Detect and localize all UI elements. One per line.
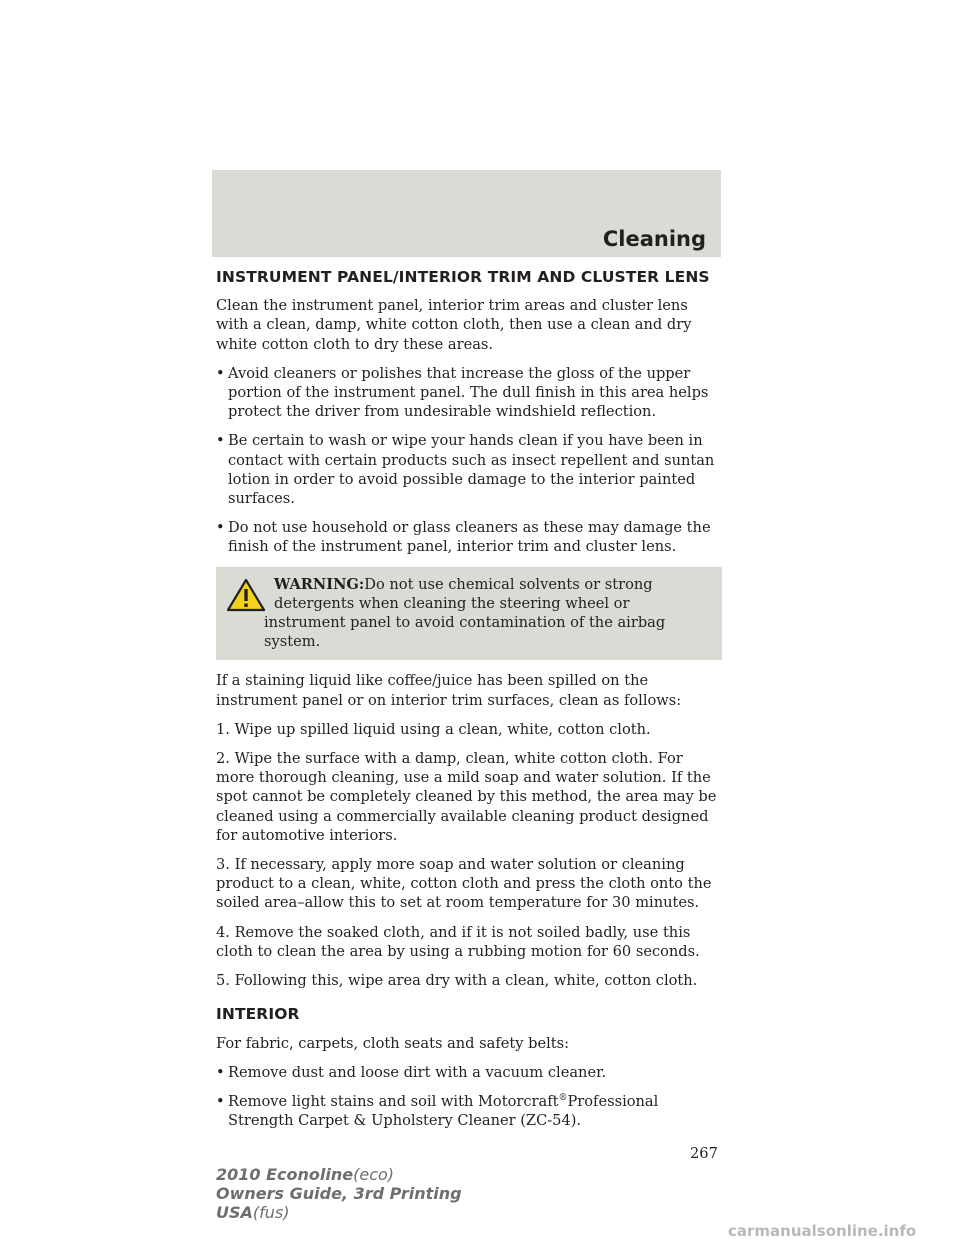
footer-model-code: (eco): [353, 1165, 395, 1184]
bullet-glyph: •: [216, 1092, 225, 1110]
list-item: • Remove dust and loose dirt with a vacuum cleaner.: [216, 1063, 607, 1081]
bullet-list-interior: [216, 1063, 722, 1131]
bullet-glyph: •: [216, 432, 225, 450]
step-1: 1. Wipe up spilled liquid using a clean, white, cotton cloth.: [216, 720, 651, 738]
watermark: carmanualsonline.info: [728, 1222, 917, 1240]
section-heading-instrument-panel: INSTRUMENT PANEL/INTERIOR TRIM AND CLUSTER LENS: [216, 268, 710, 286]
footer-print-info: [216, 1165, 462, 1222]
footer-model: 2010 Econoline: [216, 1165, 354, 1184]
page-content: [216, 268, 722, 1140]
list-item: • Remove light stains and soil with Motorcraft®Professional Strength Carpet & Upholstery Cleaner (ZC-54).: [216, 1092, 659, 1130]
paragraph-intro: Clean the instrument panel, interior trim areas and cluster lens with a clean, damp, white cotton cloth, then use a clean and dry white cotton cloth to dry these areas.: [216, 297, 692, 353]
list-item: • Avoid cleaners or polishes that increase the gloss of the upper portion of the instrument panel. The dull finish in this area helps protect the driver from undesirable windshield reflection.: [216, 364, 709, 421]
footer-market-code: (fus): [252, 1203, 290, 1222]
warning-box: [216, 567, 722, 661]
paragraph-spill-intro: If a staining liquid like coffee/juice has been spilled on the instrument panel or on interior trim surfaces, clean as follows:: [216, 672, 682, 709]
step-3: 3. If necessary, apply more soap and water solution or cleaning product to a clean, white, cotton cloth and press the cloth onto the soiled area–allow this to set at room temperature for 30 minutes.: [216, 856, 712, 912]
bullet-list-instrument-panel: [216, 364, 722, 557]
registered-mark: ®: [558, 1093, 568, 1104]
paragraph-interior-intro: For fabric, carpets, cloth seats and safety belts:: [216, 1034, 570, 1052]
footer-edition: Owners Guide, 3rd Printing: [216, 1184, 462, 1203]
bullet-glyph: •: [216, 1063, 225, 1081]
header-band: [212, 170, 721, 257]
section-heading-interior: INTERIOR: [216, 1005, 300, 1024]
warning-label: WARNING:: [274, 575, 365, 593]
warning-text: Do not use chemical solvents or strong detergents when cleaning the steering wheel or instrument panel to avoid contamination of the airbag system.: [264, 575, 666, 651]
step-2: 2. Wipe the surface with a damp, clean, white cotton cloth. For more thorough cleaning, use a mild soap and water solution. If the spot cannot be completely cleaned by this method, the area may be cleaned using a commercially available cleaning product designed for automotive interiors.: [216, 750, 717, 844]
list-item: • Be certain to wash or wipe your hands clean if you have been in contact with certain products such as insect repellent and suntan lotion in order to avoid possible damage to the interior painted surfaces.: [216, 432, 715, 508]
step-4: 4. Remove the soaked cloth, and if it is not soiled badly, use this cloth to clean the area by using a rubbing motion for 60 seconds.: [216, 923, 700, 960]
bullet-glyph: •: [216, 519, 225, 537]
footer-market: USA: [216, 1203, 253, 1222]
section-title: Cleaning: [602, 227, 706, 251]
page-number: 267: [690, 1145, 718, 1162]
list-item: • Do not use household or glass cleaners as these may damage the finish of the instrument panel, interior trim and cluster lens.: [216, 519, 711, 556]
step-5: 5. Following this, wipe area dry with a clean, white, cotton cloth.: [216, 972, 698, 990]
bullet-glyph: •: [216, 364, 225, 382]
warning-triangle-icon: [226, 578, 266, 612]
